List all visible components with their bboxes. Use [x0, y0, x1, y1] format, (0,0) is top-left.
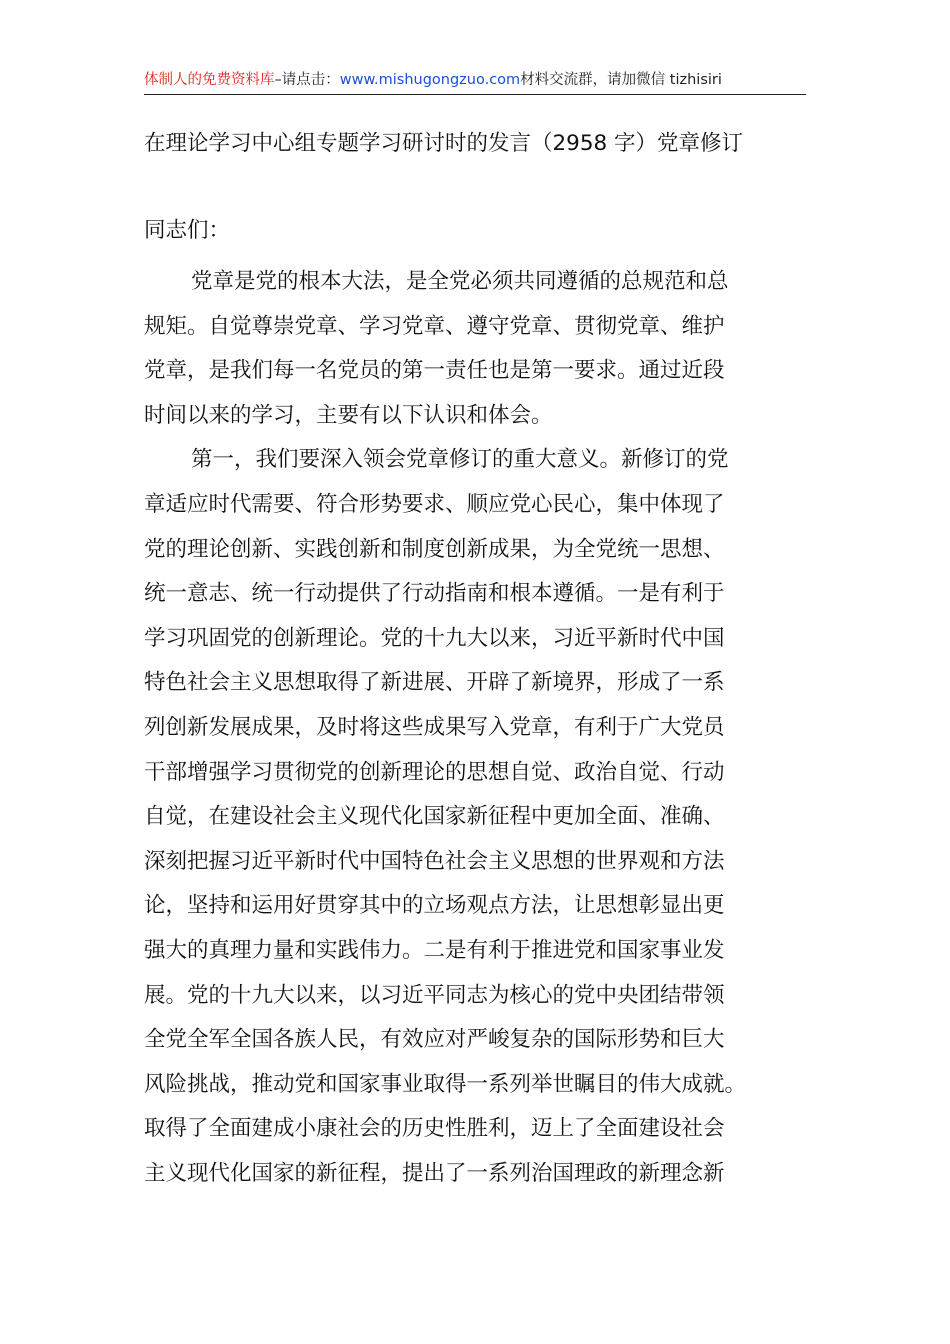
- body-line: 深刻把握习近平新时代中国特色社会主义思想的世界观和方法: [144, 848, 725, 874]
- body-line: 论，坚持和运用好贯穿其中的立场观点方法，让思想彰显出更: [144, 893, 725, 919]
- body-line: 统一意志、统一行动提供了行动指南和根本遵循。一是有利于: [144, 581, 725, 607]
- body-line: 取得了全面建成小康社会的历史性胜利，迈上了全面建设社会: [144, 1116, 725, 1142]
- body-line: 特色社会主义思想取得了新进展、开辟了新境界，形成了一系: [144, 670, 725, 696]
- body-line: 全党全军全国各族人民，有效应对严峻复杂的国际形势和巨大: [144, 1027, 725, 1053]
- document-body: [144, 260, 824, 1196]
- page-header: [144, 66, 806, 95]
- body-line: 主义现代化国家的新征程，提出了一系列治国理政的新理念新: [144, 1160, 725, 1186]
- body-line: 规矩。自觉尊崇党章、学习党章、遵守党章、贯彻党章、维护: [144, 313, 725, 339]
- body-line: 党章是党的根本大法，是全党必须共同遵循的总规范和总: [191, 269, 729, 294]
- document-title: 在理论学习中心组专题学习研讨时的发言（2958 字）党章修订: [144, 131, 744, 156]
- body-line: 党章，是我们每一名党员的第一责任也是第一要求。通过近段: [144, 358, 725, 384]
- header-prompt: –请点击：: [274, 72, 340, 88]
- header-website-link[interactable]: www.mishugongzuo.com: [339, 72, 521, 88]
- header-brand: 体制人的免费资料库: [144, 72, 275, 88]
- body-line: 自觉，在建设社会主义现代化国家新征程中更加全面、准确、: [144, 804, 725, 830]
- body-line: 强大的真理力量和实践伟力。二是有利于推进党和国家事业发: [144, 937, 725, 963]
- body-line: 党的理论创新、实践创新和制度创新成果，为全党统一思想、: [144, 536, 725, 562]
- body-line: 展。党的十九大以来，以习近平同志为核心的党中央团结带领: [144, 982, 725, 1008]
- body-line: 干部增强学习贯彻党的创新理论的思想自觉、政治自觉、行动: [144, 759, 725, 785]
- body-line: 列创新发展成果，及时将这些成果写入党章，有利于广大党员: [144, 714, 725, 740]
- salutation: 同志们：: [144, 218, 231, 243]
- body-line: 学习巩固党的创新理论。党的十九大以来，习近平新时代中国: [144, 625, 725, 651]
- header-contact-text: 材料交流群，请加微信 tizhisiri: [520, 72, 722, 88]
- body-line: 章适应时代需要、符合形势要求、顺应党心民心，集中体现了: [144, 491, 725, 517]
- body-line: 第一，我们要深入领会党章修订的重大意义。新修订的党: [191, 447, 729, 473]
- body-line: 时间以来的学习，主要有以下认识和体会。: [144, 402, 553, 428]
- body-line: 风险挑战，推动党和国家事业取得一系列举世瞩目的伟大成就。: [144, 1071, 747, 1097]
